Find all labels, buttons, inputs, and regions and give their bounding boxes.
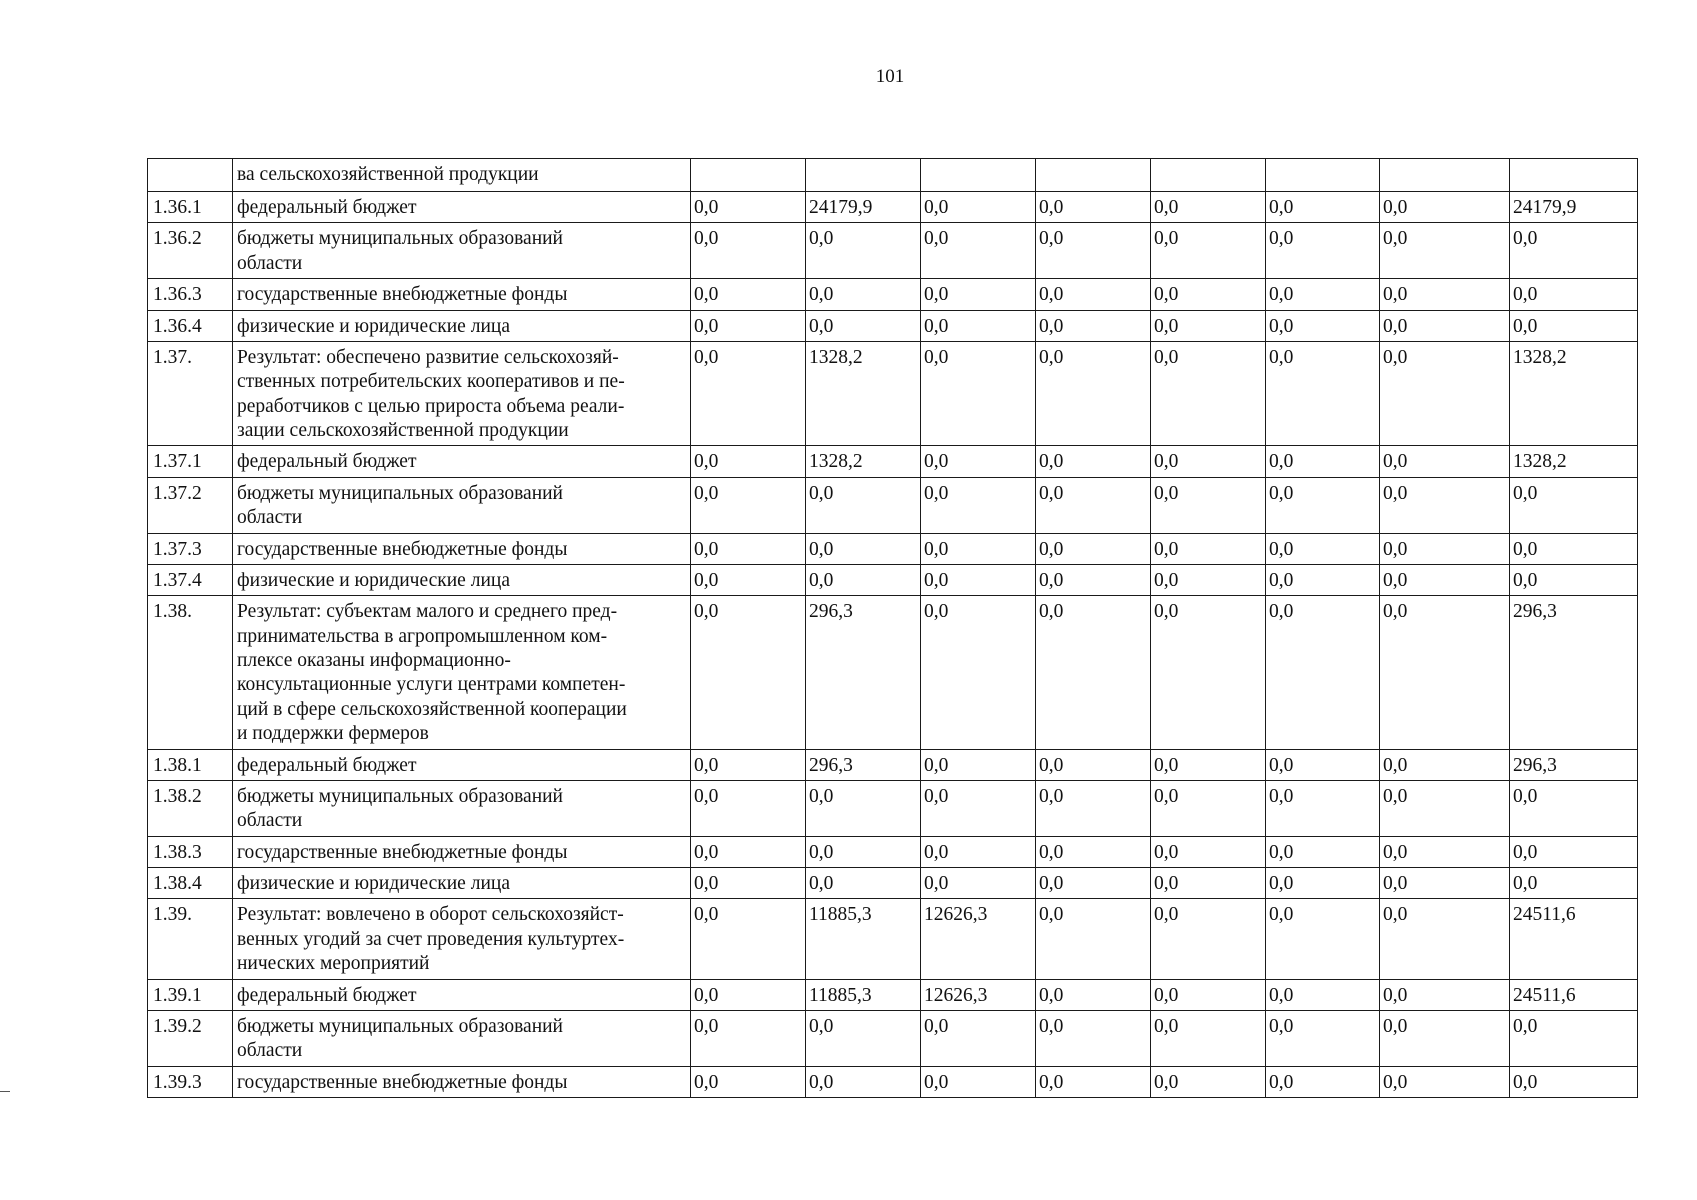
row-value: 0,0 xyxy=(1036,564,1151,595)
row-name: государственные внебюджетные фонды xyxy=(233,836,691,867)
row-value: 0,0 xyxy=(691,533,806,564)
row-value: 0,0 xyxy=(1510,836,1638,867)
row-value: 0,0 xyxy=(921,1066,1036,1097)
row-value: 0,0 xyxy=(1266,780,1380,836)
row-value: 0,0 xyxy=(1380,780,1510,836)
row-value: 0,0 xyxy=(921,446,1036,477)
row-value: 0,0 xyxy=(1036,749,1151,780)
row-value: 0,0 xyxy=(691,341,806,446)
row-value: 24511,6 xyxy=(1510,979,1638,1010)
row-value: 11885,3 xyxy=(806,979,921,1010)
row-value: 0,0 xyxy=(1036,341,1151,446)
table-row xyxy=(148,780,1638,836)
row-code: 1.36.3 xyxy=(148,279,233,310)
row-code: 1.39.3 xyxy=(148,1066,233,1097)
row-value: 0,0 xyxy=(1266,310,1380,341)
row-value: 0,0 xyxy=(1510,310,1638,341)
row-value: 0,0 xyxy=(1266,279,1380,310)
table-row xyxy=(148,192,1638,223)
row-value: 0,0 xyxy=(1036,223,1151,279)
row-name: федеральный бюджет xyxy=(233,749,691,780)
row-value: 0,0 xyxy=(1266,533,1380,564)
row-value: 0,0 xyxy=(806,564,921,595)
table-body xyxy=(148,159,1638,1098)
table-row xyxy=(148,749,1638,780)
row-value: 296,3 xyxy=(806,596,921,749)
row-value: 0,0 xyxy=(1036,192,1151,223)
row-value: 0,0 xyxy=(1380,223,1510,279)
row-value: 0,0 xyxy=(1380,477,1510,533)
row-name: Результат: субъектам малого и среднего пред- принимательства в агропромышленном ком- плексе оказаны информационно- консультационные услуги центрами компетен- ций в сфере сельскохозяйственной кооперации и поддержки фермеров xyxy=(233,596,691,749)
row-value: 0,0 xyxy=(1266,564,1380,595)
row-code: 1.39.2 xyxy=(148,1010,233,1066)
row-code: 1.37.2 xyxy=(148,477,233,533)
row-value: 0,0 xyxy=(691,279,806,310)
row-value: 0,0 xyxy=(1380,868,1510,899)
row-name: бюджеты муниципальных образований области xyxy=(233,477,691,533)
row-name: физические и юридические лица xyxy=(233,868,691,899)
table-row xyxy=(148,310,1638,341)
row-value: 0,0 xyxy=(1380,341,1510,446)
row-value: 0,0 xyxy=(1510,780,1638,836)
row-value: 0,0 xyxy=(691,749,806,780)
row-value: 0,0 xyxy=(1266,868,1380,899)
row-value: 0,0 xyxy=(1266,836,1380,867)
row-value: 0,0 xyxy=(1266,223,1380,279)
table-row xyxy=(148,899,1638,979)
row-name: бюджеты муниципальных образований области xyxy=(233,1010,691,1066)
row-name: Результат: вовлечено в оборот сельскохозяйст- венных угодий за счет проведения культуртех- нических мероприятий xyxy=(233,899,691,979)
row-value: 0,0 xyxy=(806,780,921,836)
table-row xyxy=(148,836,1638,867)
row-value: 0,0 xyxy=(1510,868,1638,899)
row-code: 1.36.1 xyxy=(148,192,233,223)
row-value: 0,0 xyxy=(1380,1010,1510,1066)
row-code: 1.36.2 xyxy=(148,223,233,279)
row-value: 0,0 xyxy=(1151,868,1266,899)
table-row xyxy=(148,223,1638,279)
row-value: 0,0 xyxy=(921,341,1036,446)
row-value: 0,0 xyxy=(691,223,806,279)
row-value: 0,0 xyxy=(1151,780,1266,836)
row-value: 24179,9 xyxy=(1510,192,1638,223)
row-value: 0,0 xyxy=(1151,446,1266,477)
row-value: 0,0 xyxy=(1380,279,1510,310)
row-value: 0,0 xyxy=(1266,192,1380,223)
row-name: бюджеты муниципальных образований области xyxy=(233,780,691,836)
row-value: 0,0 xyxy=(691,1010,806,1066)
row-value: 0,0 xyxy=(1380,192,1510,223)
table-row xyxy=(148,596,1638,749)
row-value: 0,0 xyxy=(1151,1010,1266,1066)
row-value: 0,0 xyxy=(1266,341,1380,446)
row-value: 0,0 xyxy=(921,279,1036,310)
table-row xyxy=(148,979,1638,1010)
row-value: 0,0 xyxy=(921,780,1036,836)
row-value: 0,0 xyxy=(1151,749,1266,780)
row-value: 0,0 xyxy=(1266,446,1380,477)
row-value: 0,0 xyxy=(1380,979,1510,1010)
row-value: 0,0 xyxy=(1266,749,1380,780)
row-value: 0,0 xyxy=(691,979,806,1010)
row-value: 0,0 xyxy=(806,533,921,564)
row-value: 1328,2 xyxy=(806,446,921,477)
row-value: 0,0 xyxy=(1151,192,1266,223)
table-row xyxy=(148,341,1638,446)
row-name: федеральный бюджет xyxy=(233,446,691,477)
row-value: 0,0 xyxy=(921,533,1036,564)
row-value: 0,0 xyxy=(1510,223,1638,279)
row-value: 11885,3 xyxy=(806,899,921,979)
row-value: 0,0 xyxy=(1151,979,1266,1010)
row-value: 0,0 xyxy=(1151,223,1266,279)
row-code: 1.38.1 xyxy=(148,749,233,780)
row-value: 0,0 xyxy=(1380,533,1510,564)
row-value: 0,0 xyxy=(1036,310,1151,341)
row-value: 24179,9 xyxy=(806,192,921,223)
row-name: федеральный бюджет xyxy=(233,979,691,1010)
row-value: 0,0 xyxy=(1510,533,1638,564)
row-value: 0,0 xyxy=(1036,1066,1151,1097)
row-name: бюджеты муниципальных образований области xyxy=(233,223,691,279)
row-value xyxy=(691,159,806,192)
row-value: 0,0 xyxy=(1380,446,1510,477)
table-row xyxy=(148,446,1638,477)
row-value: 1328,2 xyxy=(1510,446,1638,477)
row-value: 0,0 xyxy=(1510,477,1638,533)
row-value xyxy=(1266,159,1380,192)
row-value xyxy=(921,159,1036,192)
row-value: 0,0 xyxy=(1036,596,1151,749)
row-value: 0,0 xyxy=(806,477,921,533)
row-value: 0,0 xyxy=(806,868,921,899)
row-value: 0,0 xyxy=(1151,899,1266,979)
row-value: 0,0 xyxy=(1380,899,1510,979)
row-value: 0,0 xyxy=(1380,564,1510,595)
row-code: 1.38.2 xyxy=(148,780,233,836)
row-value: 0,0 xyxy=(691,899,806,979)
row-value: 0,0 xyxy=(691,596,806,749)
row-value xyxy=(1151,159,1266,192)
row-value: 0,0 xyxy=(691,836,806,867)
row-name: физические и юридические лица xyxy=(233,310,691,341)
row-value: 0,0 xyxy=(1380,596,1510,749)
row-value: 0,0 xyxy=(1151,279,1266,310)
row-code: 1.37.3 xyxy=(148,533,233,564)
row-value: 0,0 xyxy=(806,279,921,310)
row-value: 0,0 xyxy=(1036,477,1151,533)
row-name: федеральный бюджет xyxy=(233,192,691,223)
row-value: 0,0 xyxy=(1036,836,1151,867)
row-value: 12626,3 xyxy=(921,979,1036,1010)
row-value xyxy=(1036,159,1151,192)
table-row xyxy=(148,533,1638,564)
row-value xyxy=(806,159,921,192)
row-value: 0,0 xyxy=(1036,279,1151,310)
row-value: 0,0 xyxy=(1380,310,1510,341)
row-code xyxy=(148,159,233,192)
row-value: 0,0 xyxy=(1151,477,1266,533)
row-value: 0,0 xyxy=(691,1066,806,1097)
row-value: 0,0 xyxy=(1510,564,1638,595)
table-row xyxy=(148,279,1638,310)
margin-mark xyxy=(0,1091,10,1092)
row-value: 0,0 xyxy=(1036,780,1151,836)
row-value: 0,0 xyxy=(1036,446,1151,477)
row-value: 0,0 xyxy=(1380,1066,1510,1097)
row-value: 0,0 xyxy=(691,477,806,533)
row-value: 0,0 xyxy=(1036,868,1151,899)
row-value: 0,0 xyxy=(691,564,806,595)
row-value: 0,0 xyxy=(806,310,921,341)
row-code: 1.38.4 xyxy=(148,868,233,899)
row-value: 0,0 xyxy=(921,868,1036,899)
row-value xyxy=(1380,159,1510,192)
row-name: ва сельскохозяйственной продукции xyxy=(233,159,691,192)
row-value: 0,0 xyxy=(1151,1066,1266,1097)
row-value: 0,0 xyxy=(691,310,806,341)
row-value: 0,0 xyxy=(1266,477,1380,533)
row-value xyxy=(1510,159,1638,192)
table-row xyxy=(148,1010,1638,1066)
row-value: 0,0 xyxy=(921,564,1036,595)
row-value: 0,0 xyxy=(1510,279,1638,310)
row-value: 0,0 xyxy=(806,1066,921,1097)
row-value: 0,0 xyxy=(1151,596,1266,749)
row-value: 0,0 xyxy=(1036,533,1151,564)
row-value: 0,0 xyxy=(1266,596,1380,749)
row-value: 296,3 xyxy=(1510,749,1638,780)
table-row xyxy=(148,1066,1638,1097)
table-row xyxy=(148,868,1638,899)
row-value: 0,0 xyxy=(691,868,806,899)
page-number: 101 xyxy=(875,66,905,87)
row-value: 0,0 xyxy=(921,749,1036,780)
row-name: физические и юридические лица xyxy=(233,564,691,595)
table-row xyxy=(148,477,1638,533)
row-value: 0,0 xyxy=(1151,564,1266,595)
row-value: 296,3 xyxy=(1510,596,1638,749)
row-value: 0,0 xyxy=(921,477,1036,533)
row-value: 0,0 xyxy=(806,1010,921,1066)
row-value: 0,0 xyxy=(1510,1010,1638,1066)
row-value: 0,0 xyxy=(1266,1010,1380,1066)
row-code: 1.38. xyxy=(148,596,233,749)
row-name: государственные внебюджетные фонды xyxy=(233,533,691,564)
row-value: 24511,6 xyxy=(1510,899,1638,979)
row-value: 0,0 xyxy=(1380,836,1510,867)
row-code: 1.38.3 xyxy=(148,836,233,867)
row-value: 0,0 xyxy=(921,836,1036,867)
row-value: 0,0 xyxy=(1510,1066,1638,1097)
row-value: 0,0 xyxy=(691,446,806,477)
row-name: государственные внебюджетные фонды xyxy=(233,1066,691,1097)
row-value: 0,0 xyxy=(921,310,1036,341)
row-code: 1.36.4 xyxy=(148,310,233,341)
row-value: 0,0 xyxy=(1151,310,1266,341)
row-value: 0,0 xyxy=(1151,836,1266,867)
row-value: 0,0 xyxy=(1266,979,1380,1010)
row-code: 1.39. xyxy=(148,899,233,979)
row-value: 0,0 xyxy=(806,223,921,279)
row-value: 0,0 xyxy=(1266,899,1380,979)
budget-table xyxy=(147,158,1638,1098)
row-name: Результат: обеспечено развитие сельскохозяй- ственных потребительских кооперативов и пе- реработчиков с целью прироста объема реали- зации сельскохозяйственной продукции xyxy=(233,341,691,446)
row-code: 1.39.1 xyxy=(148,979,233,1010)
row-value: 0,0 xyxy=(1036,1010,1151,1066)
row-value: 12626,3 xyxy=(921,899,1036,979)
table-row xyxy=(148,564,1638,595)
row-code: 1.37.1 xyxy=(148,446,233,477)
row-value: 0,0 xyxy=(921,192,1036,223)
row-value: 0,0 xyxy=(1380,749,1510,780)
row-value: 0,0 xyxy=(691,192,806,223)
row-value: 0,0 xyxy=(921,223,1036,279)
row-value: 0,0 xyxy=(806,836,921,867)
row-value: 0,0 xyxy=(921,596,1036,749)
row-value: 0,0 xyxy=(1151,341,1266,446)
row-value: 1328,2 xyxy=(1510,341,1638,446)
row-value: 1328,2 xyxy=(806,341,921,446)
row-value: 0,0 xyxy=(1266,1066,1380,1097)
row-value: 0,0 xyxy=(691,780,806,836)
row-code: 1.37. xyxy=(148,341,233,446)
row-value: 0,0 xyxy=(1151,533,1266,564)
row-value: 0,0 xyxy=(1036,979,1151,1010)
table-row xyxy=(148,159,1638,192)
row-value: 296,3 xyxy=(806,749,921,780)
row-name: государственные внебюджетные фонды xyxy=(233,279,691,310)
row-code: 1.37.4 xyxy=(148,564,233,595)
row-value: 0,0 xyxy=(921,1010,1036,1066)
row-value: 0,0 xyxy=(1036,899,1151,979)
